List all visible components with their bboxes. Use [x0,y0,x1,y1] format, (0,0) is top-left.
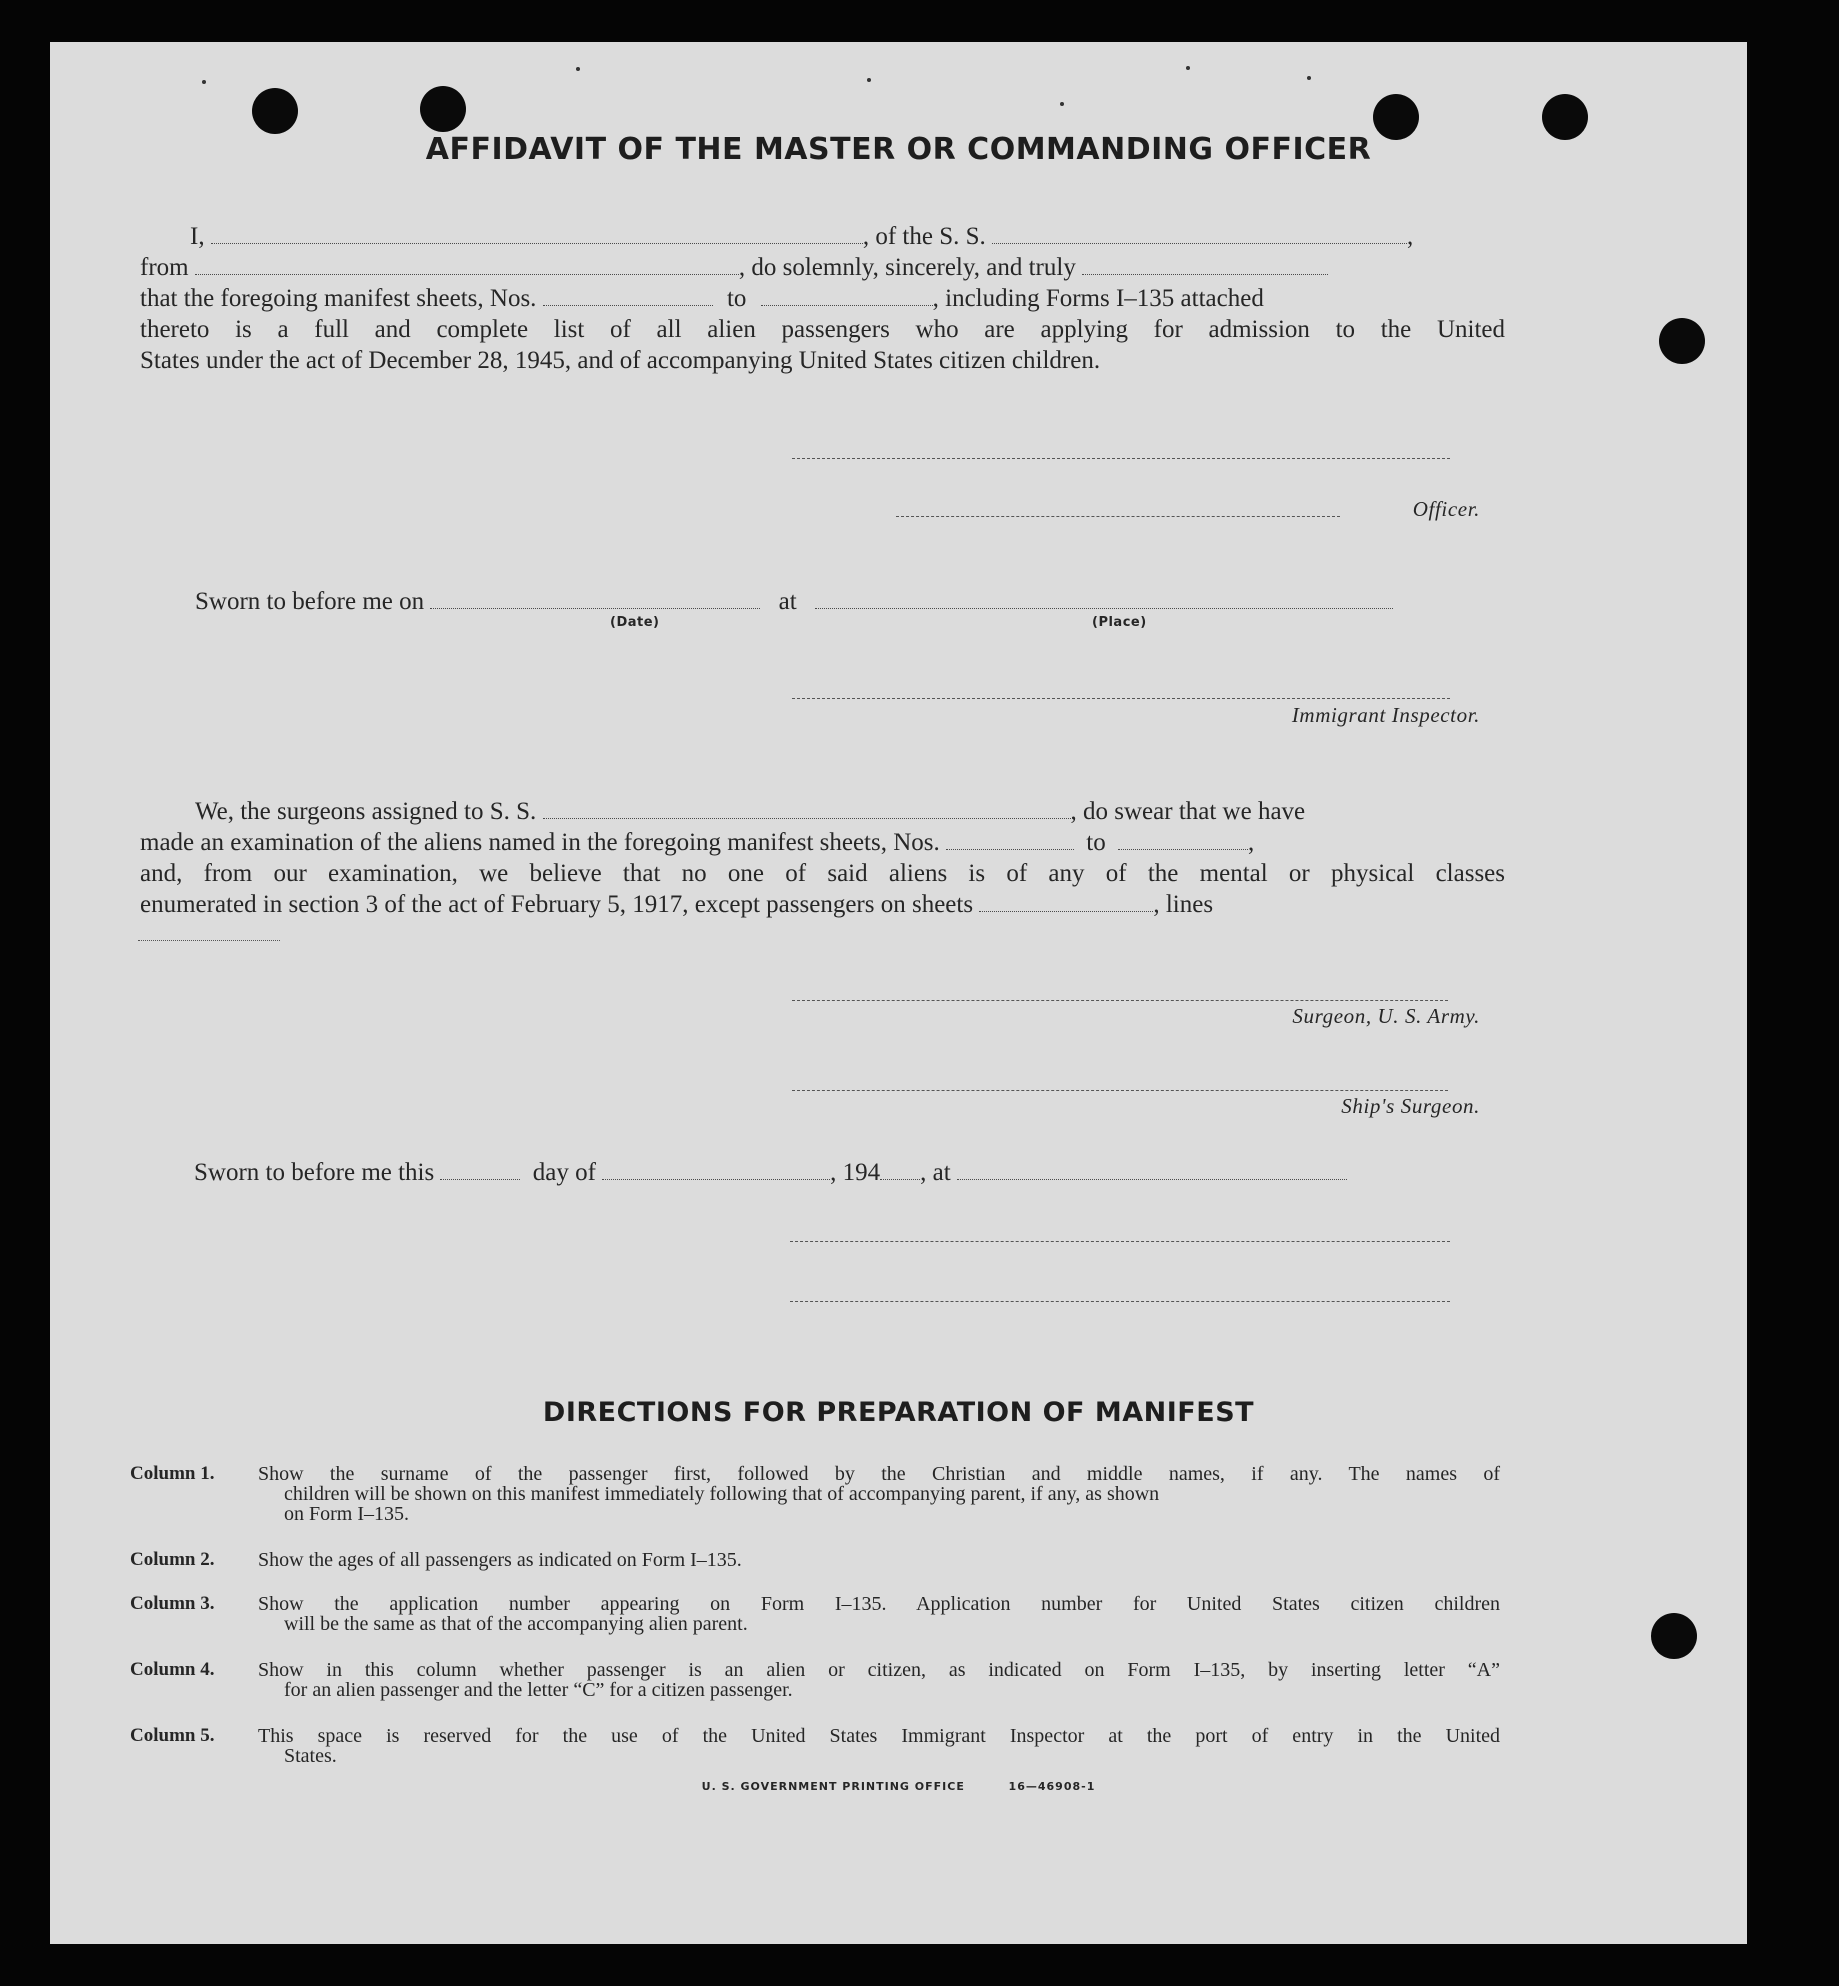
affidavit-line-3: that the foregoing manifest sheets, Nos. to , including Forms I–135 attached [140,285,1264,312]
year-field[interactable] [880,1178,920,1180]
form-page [50,42,1747,1944]
surgeons-line-4: enumerated in section 3 of the act of February 5, 1917, except passengers on sheets , lines [140,891,1214,918]
speck [1186,66,1190,70]
name-field[interactable] [211,242,863,244]
ships-surgeon-label: Ship's Surgeon. [1341,1094,1480,1118]
surgeons-line-1: We, the surgeons assigned to S. S. , do swear that we have [195,798,1306,825]
direction-label: Column 4. [130,1659,215,1680]
army-surgeon-signature-line[interactable] [792,1000,1448,1001]
from-field[interactable] [195,273,739,275]
surgeon-sheets-from-field[interactable] [946,848,1074,850]
punch-hole [1651,1613,1697,1659]
ships-surgeon-signature-line[interactable] [792,1090,1448,1091]
direction-text: Show the application number appearing on Form I–135. Application number for United States citizen children [258,1593,1500,1615]
manifest-to-field[interactable] [761,304,933,306]
direction-text: will be the same as that of the accompanying alien parent. [284,1613,748,1635]
date-caption: (Date) [610,615,660,630]
affidavit-line-5: States under the act of December 28, 1945, and of accompanying United States citizen children. [140,347,1101,374]
surgeon-sheets-to-field[interactable] [1118,848,1248,850]
direction-label: Column 5. [130,1725,215,1746]
official-signature-line-1[interactable] [790,1241,1450,1242]
immigrant-inspector-signature-line[interactable] [792,698,1450,699]
speck [202,80,206,84]
sworn-line-2: Sworn to before me this day of , 194 , at [140,1158,1505,1188]
direction-text: children will be shown on this manifest immediately following that of accompanying parent, if any, as shown [284,1483,1160,1505]
place-field[interactable] [815,607,1393,609]
direction-text: on Form I–135. [284,1503,409,1525]
direction-text: for an alien passenger and the letter “C” for a citizen passenger. [284,1679,793,1701]
affidavit-title: AFFIDAVIT OF THE MASTER OR COMMANDING OFFICER [425,132,1372,167]
speck [1307,76,1311,80]
lines-field[interactable] [138,940,280,941]
official-signature-line-2[interactable] [790,1301,1450,1302]
direction-text: Show the ages of all passengers as indicated on Form I–135. [258,1549,742,1571]
punch-hole [1659,318,1705,364]
place-caption: (Place) [1092,615,1147,630]
direction-text: States. [284,1745,337,1767]
speck [867,78,871,82]
affidavit-line-4: thereto is a full and complete list of all alien passengers who are applying for admission to the United [140,316,1505,343]
speck [1060,102,1064,106]
month-field[interactable] [602,1178,830,1180]
punch-hole [420,86,466,132]
direction-label: Column 2. [130,1549,215,1570]
signature-line[interactable] [792,458,1450,459]
affidavit-line-1: I, , of the S. S. , [190,223,1414,250]
direction-text: Show in this column whether passenger is an alien or citizen, as indicated on Form I–135, by inserting letter “A” [258,1659,1500,1681]
form-code: 16—46908-1 [1008,1780,1096,1793]
direction-label: Column 3. [130,1593,215,1614]
swear-field[interactable] [1082,273,1328,275]
except-sheets-field[interactable] [979,910,1153,912]
direction-label: Column 1. [130,1463,215,1484]
printer-name: U. S. GOVERNMENT PRINTING OFFICE [701,1780,965,1793]
surgeon-army-label: Surgeon, U. S. Army. [1292,1004,1480,1028]
date-field[interactable] [430,607,760,609]
direction-text: This space is reserved for the use of the United States Immigrant Inspector at the port of entry in the United [258,1725,1500,1747]
immigrant-inspector-label: Immigrant Inspector. [1291,703,1480,727]
ship-name-field[interactable] [992,242,1407,244]
sworn-line-1: Sworn to before me on at [140,587,1505,617]
day-field[interactable] [440,1178,520,1180]
officer-signature-line[interactable] [896,516,1340,517]
surgeons-line-3: and, from our examination, we believe that no one of said aliens is of any of the mental or physical classes [140,860,1505,887]
direction-text: Show the surname of the passenger first, followed by the Christian and middle names, if any. The names of [258,1463,1500,1485]
manifest-from-field[interactable] [543,304,713,306]
directions-title: DIRECTIONS FOR PREPARATION OF MANIFEST [542,1397,1255,1428]
surgeon-ship-field[interactable] [543,817,1071,819]
printer-footer [50,1780,1747,1793]
surgeons-line-2: made an examination of the aliens named in the foregoing manifest sheets, Nos. to , [140,829,1255,856]
affidavit-line-2: from , do solemnly, sincerely, and truly [140,253,1505,283]
speck [576,67,580,71]
punch-hole [252,88,298,134]
officer-label: Officer. [1412,497,1480,521]
sworn-place-field[interactable] [957,1178,1347,1180]
